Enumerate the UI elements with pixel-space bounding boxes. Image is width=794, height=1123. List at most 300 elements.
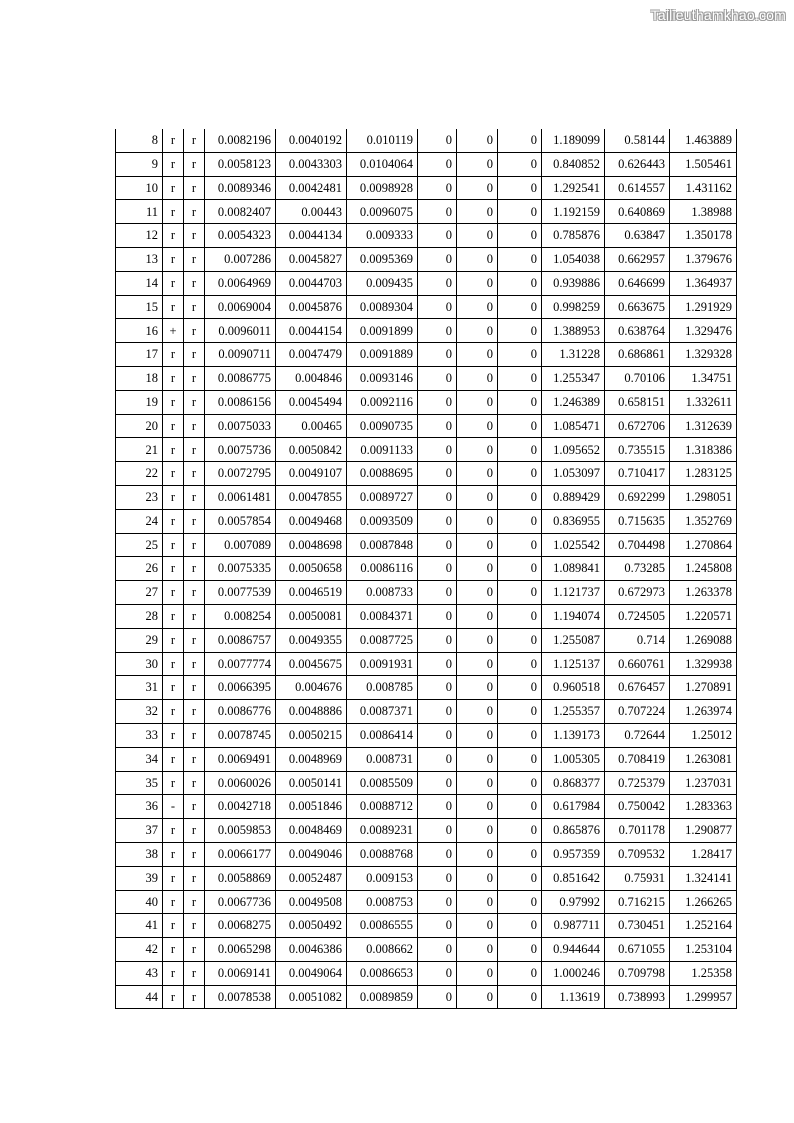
cell-row-index: 34 <box>116 747 163 771</box>
cell-flag-a: r <box>163 985 184 1009</box>
cell-zero-a: 0 <box>418 795 457 819</box>
cell-ratio-b: 0.626443 <box>605 152 670 176</box>
cell-ratio-b: 0.708419 <box>605 747 670 771</box>
cell-ratio-c: 1.352769 <box>670 509 737 533</box>
cell-zero-c: 0 <box>498 462 542 486</box>
cell-ratio-b: 0.75931 <box>605 866 670 890</box>
cell-zero-b: 0 <box>457 462 498 486</box>
cell-zero-b: 0 <box>457 366 498 390</box>
cell-value-b: 0.0045494 <box>276 390 347 414</box>
cell-flag-a: r <box>163 581 184 605</box>
cell-flag-b: r <box>184 961 205 985</box>
cell-zero-b: 0 <box>457 866 498 890</box>
cell-value-a: 0.0078538 <box>205 985 276 1009</box>
table-row <box>116 938 737 962</box>
cell-value-a: 0.0078745 <box>205 723 276 747</box>
cell-zero-c: 0 <box>498 795 542 819</box>
cell-zero-c: 0 <box>498 842 542 866</box>
cell-zero-b: 0 <box>457 747 498 771</box>
cell-value-c: 0.009333 <box>347 224 418 248</box>
cell-zero-a: 0 <box>418 247 457 271</box>
cell-flag-a: r <box>163 200 184 224</box>
cell-zero-b: 0 <box>457 819 498 843</box>
cell-ratio-a: 1.139173 <box>542 723 605 747</box>
cell-value-b: 0.00465 <box>276 414 347 438</box>
cell-zero-a: 0 <box>418 985 457 1009</box>
cell-flag-a: r <box>163 366 184 390</box>
cell-value-b: 0.0050658 <box>276 557 347 581</box>
table-row <box>116 271 737 295</box>
cell-value-a: 0.0082196 <box>205 129 276 152</box>
cell-value-a: 0.0058869 <box>205 866 276 890</box>
table-row <box>116 961 737 985</box>
cell-value-a: 0.008254 <box>205 604 276 628</box>
cell-ratio-c: 1.34751 <box>670 366 737 390</box>
cell-ratio-c: 1.329938 <box>670 652 737 676</box>
cell-flag-b: r <box>184 200 205 224</box>
cell-ratio-c: 1.290877 <box>670 819 737 843</box>
cell-value-a: 0.007089 <box>205 533 276 557</box>
cell-ratio-c: 1.431162 <box>670 176 737 200</box>
cell-ratio-a: 1.089841 <box>542 557 605 581</box>
cell-flag-b: r <box>184 771 205 795</box>
cell-zero-b: 0 <box>457 842 498 866</box>
cell-zero-a: 0 <box>418 723 457 747</box>
cell-zero-a: 0 <box>418 485 457 509</box>
cell-flag-b: r <box>184 247 205 271</box>
cell-ratio-a: 1.31228 <box>542 343 605 367</box>
cell-ratio-a: 1.292541 <box>542 176 605 200</box>
cell-zero-a: 0 <box>418 700 457 724</box>
cell-ratio-c: 1.332611 <box>670 390 737 414</box>
cell-value-a: 0.0069491 <box>205 747 276 771</box>
cell-value-c: 0.009153 <box>347 866 418 890</box>
cell-value-a: 0.0069141 <box>205 961 276 985</box>
cell-zero-c: 0 <box>498 247 542 271</box>
cell-ratio-b: 0.658151 <box>605 390 670 414</box>
cell-row-index: 10 <box>116 176 163 200</box>
cell-row-index: 21 <box>116 438 163 462</box>
cell-flag-a: r <box>163 343 184 367</box>
cell-value-a: 0.0064969 <box>205 271 276 295</box>
cell-zero-c: 0 <box>498 224 542 248</box>
cell-zero-b: 0 <box>457 390 498 414</box>
cell-ratio-b: 0.63847 <box>605 224 670 248</box>
cell-value-c: 0.008731 <box>347 747 418 771</box>
cell-zero-a: 0 <box>418 581 457 605</box>
cell-value-a: 0.0075335 <box>205 557 276 581</box>
cell-zero-b: 0 <box>457 343 498 367</box>
cell-ratio-b: 0.750042 <box>605 795 670 819</box>
cell-flag-a: r <box>163 224 184 248</box>
cell-flag-b: r <box>184 890 205 914</box>
cell-zero-b: 0 <box>457 271 498 295</box>
cell-flag-b: r <box>184 652 205 676</box>
cell-value-b: 0.0049355 <box>276 628 347 652</box>
table-row <box>116 366 737 390</box>
cell-zero-a: 0 <box>418 438 457 462</box>
cell-row-index: 37 <box>116 819 163 843</box>
table-row <box>116 319 737 343</box>
cell-flag-a: r <box>163 961 184 985</box>
table-row <box>116 485 737 509</box>
table-row <box>116 795 737 819</box>
cell-value-a: 0.0075736 <box>205 438 276 462</box>
cell-flag-a: r <box>163 176 184 200</box>
cell-value-a: 0.0054323 <box>205 224 276 248</box>
cell-value-c: 0.0088768 <box>347 842 418 866</box>
cell-value-b: 0.0050141 <box>276 771 347 795</box>
cell-value-b: 0.0049107 <box>276 462 347 486</box>
cell-flag-a: r <box>163 295 184 319</box>
cell-flag-b: r <box>184 390 205 414</box>
cell-value-b: 0.0048969 <box>276 747 347 771</box>
cell-ratio-b: 0.672706 <box>605 414 670 438</box>
cell-zero-c: 0 <box>498 700 542 724</box>
cell-value-c: 0.0086116 <box>347 557 418 581</box>
cell-value-b: 0.0048469 <box>276 819 347 843</box>
cell-flag-b: r <box>184 628 205 652</box>
cell-flag-b: r <box>184 795 205 819</box>
cell-ratio-a: 1.255347 <box>542 366 605 390</box>
cell-flag-b: r <box>184 747 205 771</box>
cell-zero-a: 0 <box>418 961 457 985</box>
cell-flag-b: r <box>184 176 205 200</box>
cell-flag-a: r <box>163 676 184 700</box>
cell-value-b: 0.0048698 <box>276 533 347 557</box>
cell-value-a: 0.0042718 <box>205 795 276 819</box>
cell-value-c: 0.0093509 <box>347 509 418 533</box>
cell-ratio-a: 1.000246 <box>542 961 605 985</box>
cell-ratio-b: 0.709798 <box>605 961 670 985</box>
cell-value-b: 0.0049064 <box>276 961 347 985</box>
cell-flag-b: r <box>184 557 205 581</box>
cell-zero-b: 0 <box>457 771 498 795</box>
cell-ratio-a: 0.617984 <box>542 795 605 819</box>
cell-ratio-a: 0.987711 <box>542 914 605 938</box>
cell-zero-b: 0 <box>457 200 498 224</box>
cell-flag-a: r <box>163 462 184 486</box>
cell-zero-a: 0 <box>418 200 457 224</box>
cell-ratio-c: 1.25358 <box>670 961 737 985</box>
cell-flag-a: r <box>163 509 184 533</box>
cell-flag-a: + <box>163 319 184 343</box>
cell-row-index: 35 <box>116 771 163 795</box>
cell-ratio-c: 1.263081 <box>670 747 737 771</box>
cell-zero-b: 0 <box>457 581 498 605</box>
cell-value-c: 0.0092116 <box>347 390 418 414</box>
cell-value-c: 0.008785 <box>347 676 418 700</box>
cell-zero-c: 0 <box>498 581 542 605</box>
cell-row-index: 14 <box>116 271 163 295</box>
cell-ratio-b: 0.660761 <box>605 652 670 676</box>
cell-ratio-b: 0.710417 <box>605 462 670 486</box>
cell-flag-a: r <box>163 819 184 843</box>
cell-row-index: 31 <box>116 676 163 700</box>
cell-zero-b: 0 <box>457 247 498 271</box>
cell-value-c: 0.0090735 <box>347 414 418 438</box>
cell-row-index: 30 <box>116 652 163 676</box>
cell-ratio-a: 1.255087 <box>542 628 605 652</box>
cell-zero-a: 0 <box>418 842 457 866</box>
cell-zero-b: 0 <box>457 438 498 462</box>
cell-ratio-c: 1.269088 <box>670 628 737 652</box>
cell-ratio-b: 0.735515 <box>605 438 670 462</box>
cell-row-index: 18 <box>116 366 163 390</box>
cell-flag-a: r <box>163 152 184 176</box>
cell-flag-b: r <box>184 485 205 509</box>
cell-zero-b: 0 <box>457 723 498 747</box>
cell-ratio-b: 0.646699 <box>605 271 670 295</box>
cell-value-b: 0.0043303 <box>276 152 347 176</box>
cell-value-c: 0.0086414 <box>347 723 418 747</box>
cell-ratio-a: 0.865876 <box>542 819 605 843</box>
table-body <box>116 129 737 1009</box>
cell-zero-c: 0 <box>498 533 542 557</box>
cell-flag-a: r <box>163 604 184 628</box>
cell-zero-c: 0 <box>498 938 542 962</box>
table-row <box>116 652 737 676</box>
cell-zero-c: 0 <box>498 343 542 367</box>
cell-zero-c: 0 <box>498 152 542 176</box>
cell-zero-b: 0 <box>457 676 498 700</box>
cell-row-index: 8 <box>116 129 163 152</box>
cell-flag-a: r <box>163 533 184 557</box>
cell-value-b: 0.0052487 <box>276 866 347 890</box>
cell-ratio-b: 0.676457 <box>605 676 670 700</box>
cell-flag-a: r <box>163 866 184 890</box>
cell-ratio-c: 1.38988 <box>670 200 737 224</box>
cell-value-a: 0.0072795 <box>205 462 276 486</box>
table-row <box>116 604 737 628</box>
cell-zero-c: 0 <box>498 414 542 438</box>
cell-row-index: 11 <box>116 200 163 224</box>
cell-value-c: 0.0089304 <box>347 295 418 319</box>
cell-value-a: 0.0082407 <box>205 200 276 224</box>
cell-zero-b: 0 <box>457 795 498 819</box>
cell-ratio-c: 1.263974 <box>670 700 737 724</box>
table-row <box>116 985 737 1009</box>
cell-zero-b: 0 <box>457 152 498 176</box>
cell-flag-a: r <box>163 438 184 462</box>
cell-ratio-b: 0.715635 <box>605 509 670 533</box>
cell-row-index: 24 <box>116 509 163 533</box>
cell-zero-b: 0 <box>457 176 498 200</box>
cell-value-b: 0.0050842 <box>276 438 347 462</box>
cell-flag-a: r <box>163 129 184 152</box>
cell-ratio-a: 0.840852 <box>542 152 605 176</box>
cell-value-b: 0.0045827 <box>276 247 347 271</box>
cell-flag-b: r <box>184 842 205 866</box>
cell-flag-a: r <box>163 390 184 414</box>
cell-ratio-c: 1.252164 <box>670 914 737 938</box>
cell-ratio-a: 1.189099 <box>542 129 605 152</box>
cell-zero-c: 0 <box>498 295 542 319</box>
cell-value-b: 0.0042481 <box>276 176 347 200</box>
cell-zero-b: 0 <box>457 890 498 914</box>
cell-zero-a: 0 <box>418 628 457 652</box>
table-row <box>116 343 737 367</box>
cell-ratio-c: 1.245808 <box>670 557 737 581</box>
cell-value-a: 0.0086775 <box>205 366 276 390</box>
table-row <box>116 914 737 938</box>
cell-zero-c: 0 <box>498 438 542 462</box>
cell-flag-b: r <box>184 914 205 938</box>
table-row <box>116 414 737 438</box>
cell-value-b: 0.0044154 <box>276 319 347 343</box>
cell-row-index: 17 <box>116 343 163 367</box>
cell-ratio-c: 1.299957 <box>670 985 737 1009</box>
cell-ratio-a: 1.194074 <box>542 604 605 628</box>
cell-value-b: 0.0046386 <box>276 938 347 962</box>
cell-ratio-c: 1.350178 <box>670 224 737 248</box>
cell-value-c: 0.0084371 <box>347 604 418 628</box>
cell-ratio-b: 0.663675 <box>605 295 670 319</box>
cell-value-c: 0.0087725 <box>347 628 418 652</box>
cell-value-c: 0.0093146 <box>347 366 418 390</box>
cell-value-c: 0.008753 <box>347 890 418 914</box>
cell-flag-b: r <box>184 985 205 1009</box>
cell-value-a: 0.0089346 <box>205 176 276 200</box>
cell-row-index: 12 <box>116 224 163 248</box>
cell-value-c: 0.0104064 <box>347 152 418 176</box>
cell-flag-b: r <box>184 295 205 319</box>
cell-flag-a: r <box>163 723 184 747</box>
cell-value-b: 0.0049468 <box>276 509 347 533</box>
table-row <box>116 866 737 890</box>
cell-value-a: 0.007286 <box>205 247 276 271</box>
cell-row-index: 28 <box>116 604 163 628</box>
cell-zero-c: 0 <box>498 604 542 628</box>
cell-value-b: 0.0040192 <box>276 129 347 152</box>
cell-zero-a: 0 <box>418 271 457 295</box>
cell-zero-c: 0 <box>498 200 542 224</box>
cell-ratio-c: 1.291929 <box>670 295 737 319</box>
cell-ratio-c: 1.324141 <box>670 866 737 890</box>
cell-value-c: 0.0091133 <box>347 438 418 462</box>
cell-zero-b: 0 <box>457 914 498 938</box>
cell-value-a: 0.0061481 <box>205 485 276 509</box>
cell-row-index: 41 <box>116 914 163 938</box>
cell-zero-c: 0 <box>498 771 542 795</box>
cell-flag-a: r <box>163 414 184 438</box>
cell-ratio-c: 1.379676 <box>670 247 737 271</box>
cell-ratio-a: 1.085471 <box>542 414 605 438</box>
cell-ratio-a: 1.054038 <box>542 247 605 271</box>
cell-value-a: 0.0086156 <box>205 390 276 414</box>
cell-ratio-c: 1.364937 <box>670 271 737 295</box>
cell-flag-b: r <box>184 129 205 152</box>
table-row <box>116 676 737 700</box>
cell-ratio-b: 0.640869 <box>605 200 670 224</box>
table-row <box>116 842 737 866</box>
cell-zero-c: 0 <box>498 628 542 652</box>
cell-value-b: 0.0050215 <box>276 723 347 747</box>
cell-zero-c: 0 <box>498 485 542 509</box>
table-row <box>116 581 737 605</box>
cell-value-b: 0.0044703 <box>276 271 347 295</box>
cell-row-index: 38 <box>116 842 163 866</box>
cell-value-a: 0.0057854 <box>205 509 276 533</box>
cell-ratio-b: 0.672973 <box>605 581 670 605</box>
cell-value-a: 0.0086776 <box>205 700 276 724</box>
cell-value-a: 0.0086757 <box>205 628 276 652</box>
cell-zero-a: 0 <box>418 557 457 581</box>
cell-zero-c: 0 <box>498 319 542 343</box>
table-row <box>116 152 737 176</box>
cell-zero-a: 0 <box>418 652 457 676</box>
cell-ratio-b: 0.724505 <box>605 604 670 628</box>
cell-ratio-a: 1.388953 <box>542 319 605 343</box>
cell-ratio-a: 0.851642 <box>542 866 605 890</box>
cell-value-c: 0.0089231 <box>347 819 418 843</box>
cell-ratio-a: 1.121737 <box>542 581 605 605</box>
cell-value-b: 0.0050492 <box>276 914 347 938</box>
cell-ratio-b: 0.72644 <box>605 723 670 747</box>
cell-flag-b: r <box>184 152 205 176</box>
cell-zero-a: 0 <box>418 319 457 343</box>
cell-flag-a: - <box>163 795 184 819</box>
cell-ratio-b: 0.638764 <box>605 319 670 343</box>
cell-zero-a: 0 <box>418 366 457 390</box>
cell-ratio-c: 1.505461 <box>670 152 737 176</box>
cell-flag-b: r <box>184 676 205 700</box>
cell-zero-a: 0 <box>418 295 457 319</box>
cell-value-b: 0.0051846 <box>276 795 347 819</box>
cell-value-c: 0.0087848 <box>347 533 418 557</box>
cell-flag-b: r <box>184 938 205 962</box>
cell-flag-b: r <box>184 533 205 557</box>
cell-ratio-a: 0.868377 <box>542 771 605 795</box>
table-row <box>116 509 737 533</box>
cell-ratio-a: 0.944644 <box>542 938 605 962</box>
cell-value-a: 0.0069004 <box>205 295 276 319</box>
cell-zero-a: 0 <box>418 914 457 938</box>
cell-value-a: 0.0075033 <box>205 414 276 438</box>
cell-ratio-c: 1.28417 <box>670 842 737 866</box>
cell-ratio-a: 0.960518 <box>542 676 605 700</box>
cell-zero-a: 0 <box>418 533 457 557</box>
cell-ratio-a: 1.125137 <box>542 652 605 676</box>
cell-zero-c: 0 <box>498 366 542 390</box>
cell-flag-a: r <box>163 485 184 509</box>
cell-value-b: 0.0047855 <box>276 485 347 509</box>
cell-flag-b: r <box>184 366 205 390</box>
cell-ratio-b: 0.730451 <box>605 914 670 938</box>
cell-ratio-a: 1.13619 <box>542 985 605 1009</box>
cell-ratio-c: 1.298051 <box>670 485 737 509</box>
cell-zero-c: 0 <box>498 676 542 700</box>
cell-zero-b: 0 <box>457 628 498 652</box>
cell-ratio-c: 1.25012 <box>670 723 737 747</box>
cell-ratio-c: 1.318386 <box>670 438 737 462</box>
table-row <box>116 557 737 581</box>
cell-flag-b: r <box>184 509 205 533</box>
cell-value-b: 0.0045876 <box>276 295 347 319</box>
cell-ratio-b: 0.707224 <box>605 700 670 724</box>
cell-value-b: 0.0048886 <box>276 700 347 724</box>
cell-value-c: 0.0087371 <box>347 700 418 724</box>
cell-flag-a: r <box>163 700 184 724</box>
cell-zero-a: 0 <box>418 152 457 176</box>
cell-zero-c: 0 <box>498 866 542 890</box>
cell-zero-a: 0 <box>418 771 457 795</box>
cell-value-a: 0.0096011 <box>205 319 276 343</box>
cell-row-index: 23 <box>116 485 163 509</box>
cell-ratio-c: 1.329476 <box>670 319 737 343</box>
cell-row-index: 9 <box>116 152 163 176</box>
cell-ratio-a: 1.005305 <box>542 747 605 771</box>
